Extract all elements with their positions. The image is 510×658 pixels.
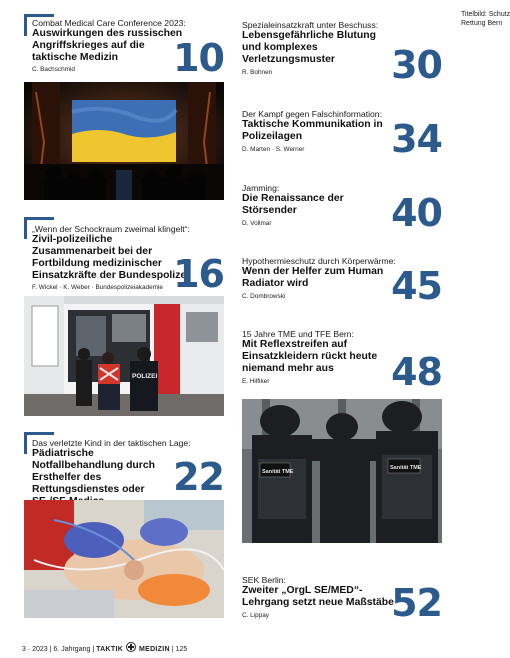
patch-label: Sanität TME (262, 469, 294, 475)
article-author: C. Bachschmid (32, 66, 75, 73)
footer-divider: | (171, 646, 176, 653)
cover-credit (461, 11, 510, 28)
article-title: Lebensgefährliche Blutung und komplexes Verletzungsmuster (242, 30, 376, 65)
page-footer (22, 642, 187, 654)
cross-icon (126, 642, 136, 652)
accent-bracket (24, 14, 27, 36)
article-title: Auswirkungen des russischen Angriffskrieges auf die taktische Medizin (32, 28, 183, 63)
photo-ambulance-training (24, 296, 224, 416)
article-kicker: Combat Medical Care Conference 2023: (32, 18, 186, 28)
article-title: Pädiatrische Notfallbehandlung durch Ersthelfer des Rettungsdienstes oder (32, 448, 155, 495)
page-number-10[interactable]: 10 (173, 36, 224, 80)
footer-divider: | (92, 646, 97, 653)
article-kicker: Hypothermieschutz durch Körperwärme: (242, 256, 396, 266)
article-title: Zweiter „OrgL SE/MED“-Lehrgang setzt neue Maßstäbe (242, 585, 394, 608)
cover-credit-line2: Rettung Bern (461, 19, 503, 27)
page-number-16[interactable]: 16 (173, 252, 224, 296)
photo-pediatric-care (24, 500, 224, 618)
footer-page-number: 125 (175, 646, 188, 653)
article-kicker: 15 Jahre TME und TFE Bern: (242, 329, 354, 339)
article-kicker: „Wenn der Schockraum zweimal klingelt“: (32, 224, 190, 234)
article-author: D. Marten · S. Werner (242, 146, 305, 153)
article-kicker: Der Kampf gegen Falschinformation: (242, 109, 382, 119)
article-title: Wenn der Helfer zum Human Radiator wird (242, 266, 384, 289)
footer-issue: 3 · 2023 (22, 646, 48, 653)
page-number-34[interactable]: 34 (391, 117, 442, 161)
toc-entry-40[interactable] (242, 183, 394, 228)
page-number-48[interactable]: 48 (391, 350, 442, 394)
toc-entry-48[interactable] (242, 329, 394, 386)
toc-entry-45[interactable] (242, 256, 394, 301)
footer-magazine-left: TAKTIK (96, 646, 124, 653)
page-number-45[interactable]: 45 (391, 264, 442, 308)
footer-divider: | (49, 646, 54, 653)
article-author: D. Vollmar (242, 220, 272, 227)
accent-bracket (24, 217, 27, 239)
article-title: Zivil-polizeiliche Zusammenarbeit bei der Fortbildung medizinischer Einsatzkräfte der Bundespolizei (32, 234, 190, 281)
toc-entry-10[interactable] (32, 18, 190, 74)
article-title: Mit Reflexstreifen auf Einsatzkleidern rückt heute niemand mehr aus (242, 339, 378, 374)
article-title: Die Renaissance der Störsender (242, 193, 344, 216)
article-title: Taktische Kommunikation in Polizeilagen (242, 119, 383, 142)
article-author: F. Wickel · K. Weber · Bundespolizeiakademie (32, 284, 163, 291)
page-number-30[interactable]: 30 (391, 43, 442, 87)
toc-entry-52[interactable] (242, 575, 394, 620)
accent-bracket (24, 432, 27, 454)
page-number-52[interactable]: 52 (391, 581, 442, 625)
article-kicker: Das verletzte Kind in der taktischen Lage: (32, 438, 191, 448)
cover-credit-line1: Titelbild: Schutz (461, 11, 510, 18)
article-author: C. Dombrowski (242, 293, 286, 300)
accent-bracket (24, 14, 54, 17)
article-kicker: SEK Berlin: (242, 575, 286, 585)
vest-label: POLIZEI (132, 373, 158, 380)
article-author: E. Hilfiker (242, 378, 270, 385)
article-author: C. Lippay (242, 612, 269, 619)
toc-entry-34[interactable] (242, 109, 394, 154)
photo-conference-stage (24, 82, 224, 200)
page-number-40[interactable]: 40 (391, 191, 442, 235)
patch-label: Sanität TME (390, 465, 422, 471)
toc-entry-30[interactable] (242, 20, 394, 77)
article-author: R. Bohnen (242, 69, 273, 76)
footer-magazine-right: MEDIZIN (138, 646, 170, 653)
accent-bracket (24, 217, 54, 220)
article-kicker: Jamming: (242, 183, 280, 193)
accent-bracket (24, 432, 54, 435)
article-kicker: Spezialeinsatzkraft unter Beschuss: (242, 20, 379, 30)
photo-tme-team (242, 399, 442, 543)
page-number-22[interactable]: 22 (173, 455, 224, 499)
footer-volume: 6. Jahrgang (53, 646, 91, 653)
